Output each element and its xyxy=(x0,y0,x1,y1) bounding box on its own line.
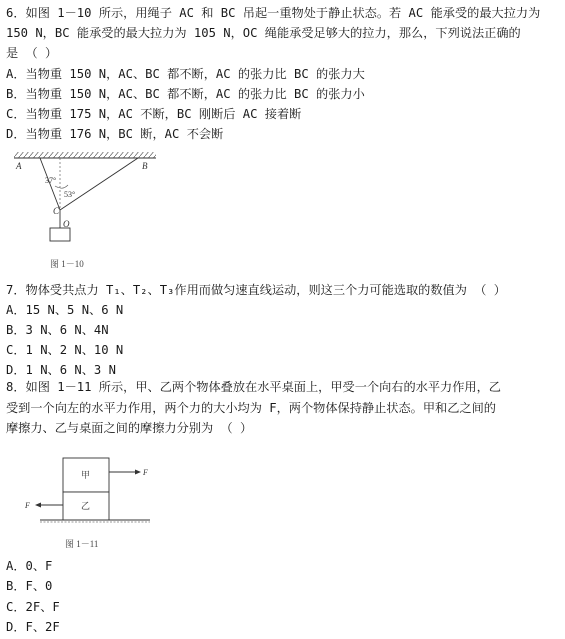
figure-1-10 xyxy=(10,150,160,270)
q6-option-a: A．当物重 150 N，AC、BC 都不断，AC 的张力比 BC 的张力大 xyxy=(6,67,365,81)
q8-option-a: A．0、F xyxy=(6,559,53,573)
q7-option-b: B．3 N、6 N、4N xyxy=(6,323,109,337)
angle-arc-b xyxy=(60,185,68,188)
label-c: C xyxy=(53,206,60,216)
q7-option-c: C．1 N、2 N、10 N xyxy=(6,343,124,357)
q8-option-b: B．F、0 xyxy=(6,579,53,593)
label-jia: 甲 xyxy=(81,470,91,480)
ceiling-hatch xyxy=(14,152,156,158)
q6-stem-line-1: 6．如图 1－10 所示，用绳子 AC 和 BC 吊起一重物处于静止状态。若 AC 能承受的最大拉力为 xyxy=(6,6,541,20)
label-f-left: F xyxy=(25,501,30,510)
q6-stem-line-2: 150 N，BC 能承受的最大拉力为 105 N，OC 绳能承受足够大的拉力，那么，下列说法正确的 xyxy=(6,26,521,40)
q7-option-a: A．15 N、5 N、6 N xyxy=(6,303,124,317)
q8-option-d: D．F、2F xyxy=(6,620,60,634)
label-a: A xyxy=(16,161,22,171)
angle-37: 37° xyxy=(45,176,57,185)
label-o: O xyxy=(63,219,70,229)
q8-stem-line-3: 摩擦力、乙与桌面之间的摩擦力分别为 （ ） xyxy=(6,421,253,435)
label-yi: 乙 xyxy=(81,501,91,511)
q6-stem-line-3: 是 （ ） xyxy=(6,46,58,60)
q7-stem: 7．物体受共点力 T₁、T₂、T₃作用而做匀速直线运动，则这三个力可能选取的数值为 （ ） xyxy=(6,283,506,297)
label-f-right: F xyxy=(143,468,148,477)
figure-1-11-caption: 图 1－11 xyxy=(65,539,99,549)
q8-stem-line-1: 8．如图 1－11 所示，甲、乙两个物体叠放在水平桌面上，甲受一个向右的水平力作用，乙 xyxy=(6,380,501,394)
angle-53: 53° xyxy=(64,190,76,199)
q8-stem-line-2: 受到一个向左的水平力作用，两个力的大小均为 F，两个物体保持静止状态。甲和乙之间的 xyxy=(6,401,496,415)
q7-option-d: D．1 N、6 N、3 N xyxy=(6,363,116,377)
rope-bc xyxy=(60,158,138,210)
angle-arc-a xyxy=(55,186,60,187)
figure-1-10-caption: 图 1－10 xyxy=(50,259,84,269)
q6-option-c: C．当物重 175 N，AC 不断，BC 刚断后 AC 接着断 xyxy=(6,107,302,121)
q8-option-c: C．2F、F xyxy=(6,600,60,614)
hanging-weight xyxy=(50,228,70,241)
label-b: B xyxy=(142,161,148,171)
figure-1-11 xyxy=(22,450,172,530)
q6-option-d: D．当物重 176 N，BC 断，AC 不会断 xyxy=(6,127,224,141)
q6-option-b: B．当物重 150 N，AC、BC 都不断，AC 的张力比 BC 的张力小 xyxy=(6,87,365,101)
